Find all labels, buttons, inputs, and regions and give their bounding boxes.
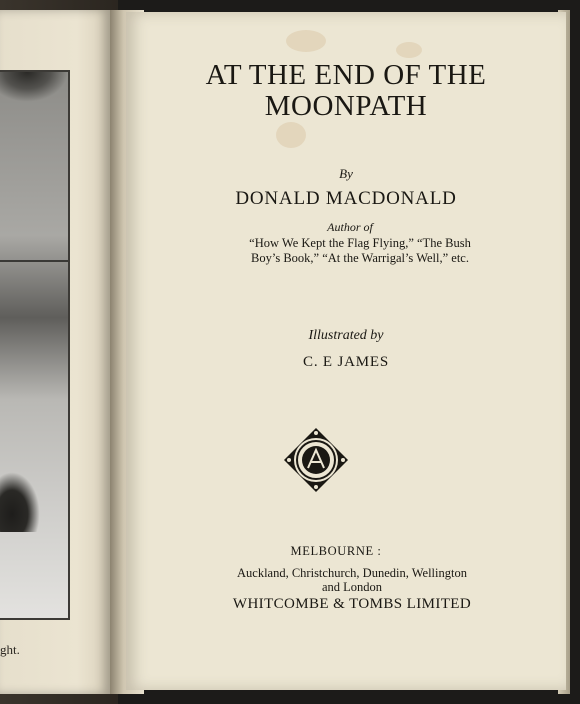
book-title xyxy=(126,60,566,122)
author-of-label: Author of xyxy=(327,220,373,234)
illustrator-name: C. E JAMES xyxy=(303,354,389,370)
publisher-city: MELBOURNE : xyxy=(290,544,382,558)
title-line-2: MOONPATH xyxy=(264,90,428,122)
works-line-2: Boy’s Book,” “At the Warrigal’s Well,” etc. xyxy=(251,251,469,265)
cities-line-2: and London xyxy=(321,580,383,594)
foxing-spot xyxy=(286,30,326,52)
illustration-reeds xyxy=(0,472,40,532)
frontispiece-illustration xyxy=(0,70,70,620)
illustrated-by-label: Illustrated by xyxy=(308,328,384,343)
illustration-trees xyxy=(0,72,68,102)
title-line-1: AT THE END OF THE xyxy=(205,59,487,91)
works-line-1: “How We Kept the Flag Flying,” “The Bush xyxy=(249,236,471,250)
cities-line-1: Auckland, Christchurch, Dunedin, Wellington xyxy=(237,566,467,580)
publisher-device-icon xyxy=(282,426,350,494)
foxing-spot xyxy=(276,122,306,148)
publisher-branches xyxy=(132,566,572,594)
illustration-horizon xyxy=(0,260,68,262)
foxing-spot xyxy=(396,42,422,58)
frontispiece-page xyxy=(0,10,110,694)
previous-works xyxy=(140,236,580,266)
publisher-name: WHITCOMBE & TOMBS LIMITED xyxy=(232,596,472,612)
author-name: DONALD MACDONALD xyxy=(235,188,457,209)
frontispiece-caption: ght. xyxy=(0,642,20,657)
by-label: By xyxy=(339,166,353,181)
